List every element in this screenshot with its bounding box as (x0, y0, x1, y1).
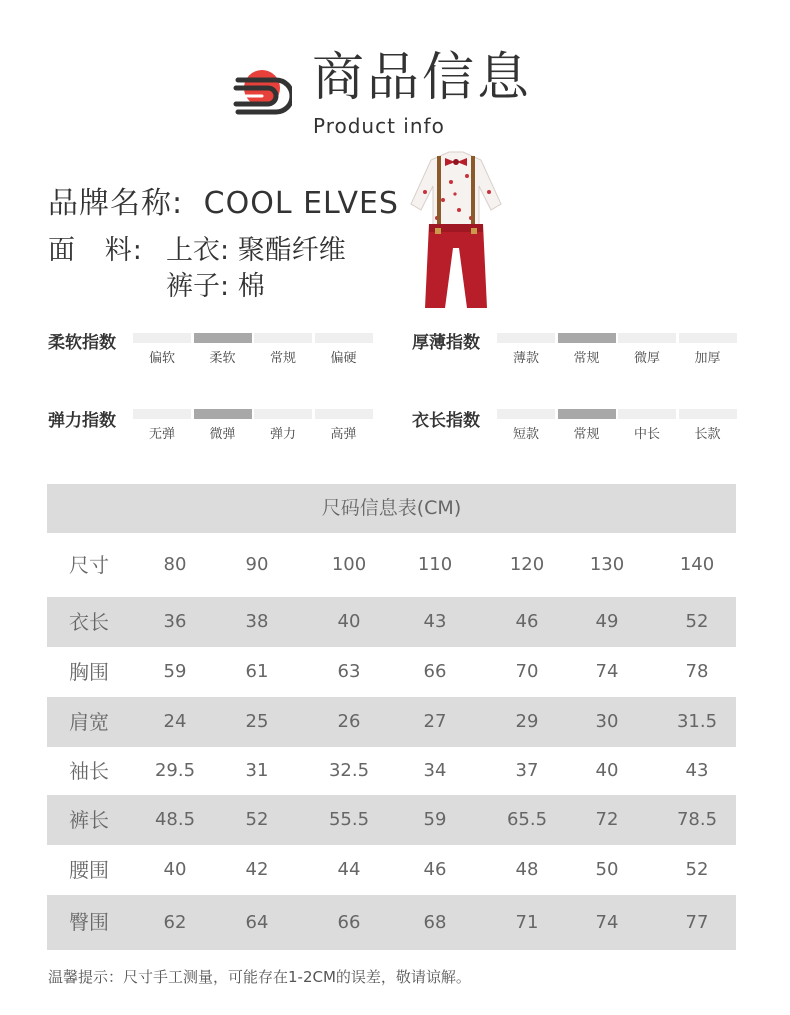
table-cell: 52 (245, 809, 269, 830)
index-option-label: 弹力 (269, 427, 296, 442)
info-logo-icon (228, 66, 292, 128)
table-cell: 25 (245, 711, 269, 732)
index-option-label: 加厚 (694, 351, 721, 366)
table-cell: 30 (595, 711, 619, 732)
material-label: 面 料: (48, 235, 143, 266)
index-segment (254, 333, 312, 343)
table-cell: 40 (337, 611, 361, 632)
table-cell: 38 (245, 611, 269, 632)
table-row (47, 845, 736, 895)
table-cell: 59 (163, 661, 187, 682)
table-cell: 78 (685, 661, 709, 682)
size-header-cell: 90 (245, 554, 269, 575)
table-cell: 55.5 (328, 809, 370, 830)
index-title: 弹力指数 (48, 411, 116, 431)
table-cell: 29.5 (154, 760, 196, 781)
table-cell: 31.5 (676, 711, 718, 732)
table-cell: 46 (515, 611, 539, 632)
index-option-label: 微弹 (209, 427, 236, 442)
table-cell: 77 (685, 912, 709, 933)
table-row (47, 795, 736, 845)
index-option-label: 短款 (512, 427, 539, 442)
table-cell: 74 (595, 661, 619, 682)
table-cell: 34 (423, 760, 447, 781)
row-label: 臀围 (69, 910, 109, 934)
index-title: 厚薄指数 (412, 333, 480, 353)
table-header-row (47, 533, 736, 597)
table-cell: 50 (595, 859, 619, 880)
index-option-label: 高弹 (330, 427, 357, 442)
index-segment (679, 333, 737, 343)
material-pants-label: 裤子: (166, 271, 230, 302)
table-cell: 31 (245, 760, 269, 781)
table-cell: 52 (685, 611, 709, 632)
index-segment (679, 409, 737, 419)
index-option-label: 常规 (573, 427, 600, 442)
index-segment (497, 333, 555, 343)
table-cell: 36 (163, 611, 187, 632)
table-cell: 44 (337, 859, 361, 880)
index-option-label: 偏硬 (330, 351, 357, 366)
index-option-label: 偏软 (148, 351, 175, 366)
brand-label: 品牌名称: (48, 186, 184, 221)
size-table-title: 尺码信息表(CM) (47, 484, 736, 533)
table-header-label: 尺寸 (69, 553, 109, 577)
size-header-cell: 110 (417, 554, 453, 575)
table-cell: 40 (163, 859, 187, 880)
table-cell: 52 (685, 859, 709, 880)
table-cell: 37 (515, 760, 539, 781)
table-cell: 78.5 (676, 809, 718, 830)
page-title: 商品信息 (312, 48, 533, 108)
index-option-label: 柔软 (209, 351, 236, 366)
size-header-cell: 80 (163, 554, 187, 575)
material-top-label: 上衣: (166, 235, 230, 266)
table-cell: 29 (515, 711, 539, 732)
index-option-label: 常规 (573, 351, 600, 366)
table-cell: 59 (423, 809, 447, 830)
table-cell: 48.5 (154, 809, 196, 830)
row-label: 袖长 (69, 759, 109, 783)
table-cell: 64 (245, 912, 269, 933)
material-top-value: 聚酯纤维 (237, 235, 346, 266)
index-option-label: 无弹 (148, 427, 175, 442)
product-image (405, 148, 507, 320)
table-cell: 43 (685, 760, 709, 781)
footer-note: 温馨提示：尺寸手工测量，可能存在1-2CM的误差，敬请谅解。 (48, 968, 471, 986)
table-cell: 66 (337, 912, 361, 933)
index-segment (315, 333, 373, 343)
index-title: 柔软指数 (48, 333, 116, 353)
table-cell: 74 (595, 912, 619, 933)
index-segment-selected (194, 333, 252, 343)
row-label: 裤长 (69, 808, 109, 832)
table-cell: 24 (163, 711, 187, 732)
table-cell: 65.5 (506, 809, 548, 830)
row-label: 肩宽 (69, 710, 109, 734)
index-option-label: 微厚 (633, 351, 660, 366)
brand-line (48, 178, 399, 222)
table-cell: 32.5 (328, 760, 370, 781)
index-option-label: 薄款 (512, 351, 539, 366)
size-table (47, 484, 736, 950)
table-cell: 72 (595, 809, 619, 830)
table-row (47, 895, 736, 950)
page-subtitle: Product info (313, 114, 445, 138)
table-cell: 26 (337, 711, 361, 732)
brand-value: COOL ELVES (203, 186, 399, 221)
index-segment-selected (558, 409, 616, 419)
table-cell: 68 (423, 912, 447, 933)
table-cell: 70 (515, 661, 539, 682)
index-segment (133, 333, 191, 343)
table-row (47, 597, 736, 647)
table-cell: 49 (595, 611, 619, 632)
size-header-cell: 140 (679, 554, 715, 575)
material-pants-value: 棉 (237, 271, 265, 302)
row-label: 衣长 (69, 610, 109, 634)
table-cell: 71 (515, 912, 539, 933)
index-option-label: 中长 (633, 427, 660, 442)
row-label: 腰围 (69, 858, 109, 882)
index-segment (133, 409, 191, 419)
table-cell: 46 (423, 859, 447, 880)
index-segment (315, 409, 373, 419)
table-cell: 62 (163, 912, 187, 933)
table-cell: 48 (515, 859, 539, 880)
material-pants (166, 264, 265, 303)
table-cell: 63 (337, 661, 361, 682)
index-segment (254, 409, 312, 419)
index-segment (618, 333, 676, 343)
table-row (47, 647, 736, 697)
row-label: 胸围 (69, 660, 109, 684)
table-row (47, 697, 736, 747)
size-header-cell: 130 (589, 554, 625, 575)
index-segment-selected (194, 409, 252, 419)
size-header-cell: 120 (509, 554, 545, 575)
size-header-cell: 100 (331, 554, 367, 575)
table-cell: 43 (423, 611, 447, 632)
index-option-label: 常规 (269, 351, 296, 366)
index-option-label: 长款 (694, 427, 721, 442)
table-cell: 40 (595, 760, 619, 781)
index-title: 衣长指数 (412, 411, 480, 431)
table-cell: 42 (245, 859, 269, 880)
table-cell: 66 (423, 661, 447, 682)
index-segment-selected (558, 333, 616, 343)
table-row (47, 747, 736, 795)
index-segment (497, 409, 555, 419)
table-cell: 27 (423, 711, 447, 732)
index-segment (618, 409, 676, 419)
table-cell: 61 (245, 661, 269, 682)
material-top (166, 228, 346, 267)
